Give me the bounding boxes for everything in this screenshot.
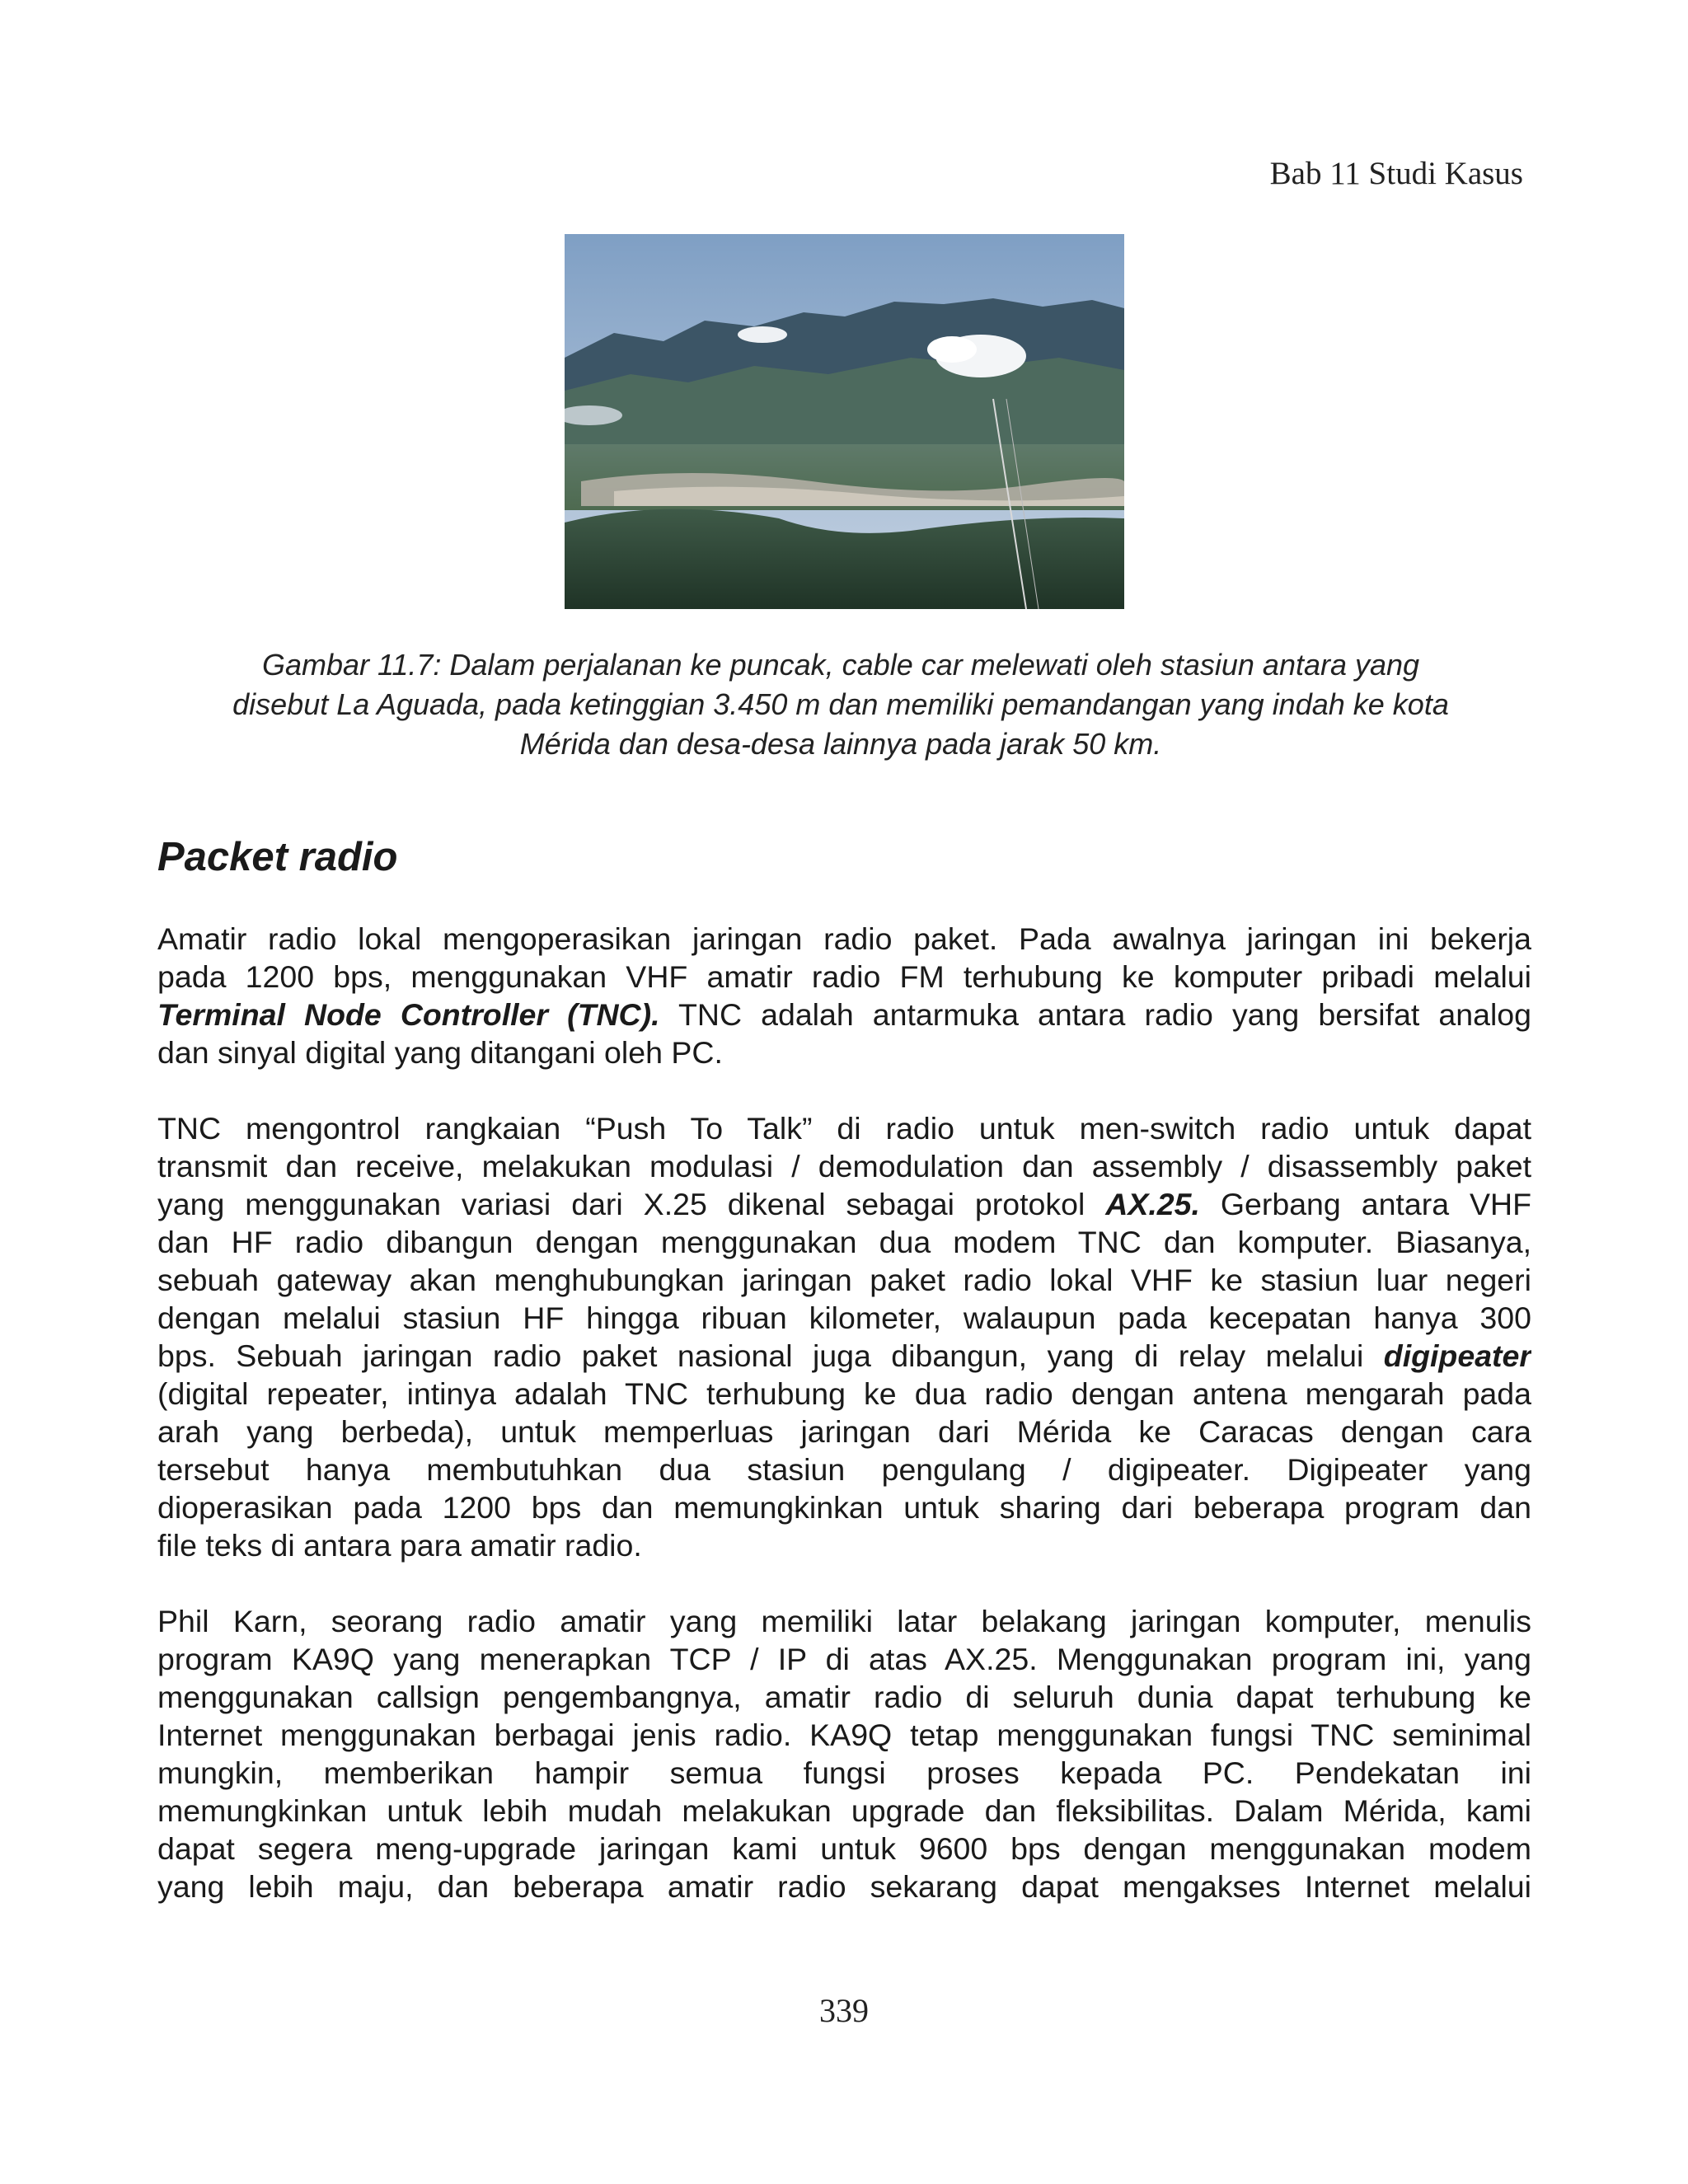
text-run: file teks di antara para amatir radio. bbox=[157, 1528, 642, 1563]
text-line bbox=[157, 1716, 1531, 1754]
text-line bbox=[157, 1413, 1531, 1451]
text-run: Phil Karn, seorang radio amatir yang memiliki latar belakang jaringan komputer, menulis bbox=[157, 1604, 1531, 1638]
text-line bbox=[157, 1109, 1531, 1147]
text-run: yang lebih maju, dan beberapa amatir radio sekarang dapat mengakses Internet melalui bbox=[157, 1869, 1531, 1904]
text-line bbox=[157, 958, 1531, 996]
emphasized-term: AX.25. bbox=[1105, 1187, 1200, 1221]
paragraph-3 bbox=[157, 1602, 1531, 1905]
text-line bbox=[157, 1526, 1531, 1564]
text-line bbox=[157, 1185, 1531, 1223]
text-run: (digital repeater, intinya adalah TNC terhubung ke dua radio dengan antena mengarah pada bbox=[157, 1376, 1531, 1411]
text-run: tersebut hanya membutuhkan dua stasiun pengulang / digipeater. Digipeater yang bbox=[157, 1452, 1531, 1487]
text-line bbox=[157, 1033, 1531, 1071]
text-run: yang menggunakan variasi dari X.25 dikenal sebagai protokol bbox=[157, 1187, 1106, 1221]
text-run: pada 1200 bps, menggunakan VHF amatir radio FM terhubung ke komputer pribadi melalui bbox=[157, 959, 1531, 994]
text-line bbox=[157, 1754, 1531, 1792]
text-run: dioperasikan pada 1200 bps dan memungkinkan untuk sharing dari beberapa program dan bbox=[157, 1490, 1531, 1525]
text-run: TNC mengontrol rangkaian “Push To Talk” di radio untuk men-switch radio untuk dapat bbox=[157, 1111, 1531, 1146]
text-line bbox=[157, 1337, 1531, 1375]
figure-photo-merida-valley bbox=[565, 234, 1124, 609]
text-line bbox=[157, 1223, 1531, 1261]
text-run: memungkinkan untuk lebih mudah melakukan upgrade dan fleksibilitas. Dalam Mérida, kami bbox=[157, 1793, 1531, 1828]
text-run: bps. Sebuah jaringan radio paket nasional juga dibangun, yang di relay melalui bbox=[157, 1338, 1384, 1373]
text-line bbox=[157, 1261, 1531, 1299]
text-line bbox=[157, 1375, 1531, 1413]
caption-line: Gambar 11.7: Dalam perjalanan ke puncak, cable car melewati oleh stasiun antara yang bbox=[261, 648, 1420, 682]
text-line bbox=[157, 1299, 1531, 1337]
text-run: Amatir radio lokal mengoperasikan jaringan radio paket. Pada awalnya jaringan ini bekerja bbox=[157, 921, 1531, 956]
text-run: arah yang berbeda), untuk memperluas jaringan dari Mérida ke Caracas dengan cara bbox=[157, 1414, 1531, 1449]
text-run: Gerbang antara VHF bbox=[1199, 1187, 1531, 1221]
text-line bbox=[157, 996, 1531, 1033]
text-run: mungkin, memberikan hampir semua fungsi proses kepada PC. Pendekatan ini bbox=[157, 1755, 1531, 1790]
text-line bbox=[157, 1147, 1531, 1185]
emphasized-term: digipeater bbox=[1383, 1338, 1531, 1373]
emphasized-term: Terminal Node Controller (TNC). bbox=[157, 997, 660, 1032]
text-line bbox=[157, 1792, 1531, 1830]
text-run: dengan melalui stasiun HF hingga ribuan kilometer, walaupun pada kecepatan hanya 300 bbox=[157, 1301, 1531, 1335]
caption-line: disebut La Aguada, pada ketinggian 3.450 m dan memiliki pemandangan yang indah ke kota bbox=[232, 687, 1449, 721]
text-run: dan HF radio dibangun dengan menggunakan dua modem TNC dan komputer. Biasanya, bbox=[157, 1225, 1531, 1259]
text-run: TNC adalah antarmuka antara radio yang bersifat analog bbox=[659, 997, 1531, 1032]
paragraph-1 bbox=[157, 920, 1531, 1071]
text-run: menggunakan callsign pengembangnya, amatir radio di seluruh dunia dapat terhubung ke bbox=[157, 1680, 1531, 1714]
text-run: transmit dan receive, melakukan modulasi / demodulation dan assembly / disassembly paket bbox=[157, 1149, 1531, 1183]
text-run: program KA9Q yang menerapkan TCP / IP di atas AX.25. Menggunakan program ini, yang bbox=[157, 1642, 1531, 1676]
text-line bbox=[157, 1602, 1531, 1640]
text-line bbox=[157, 1640, 1531, 1678]
text-line bbox=[157, 1678, 1531, 1716]
section-heading: Packet radio bbox=[157, 835, 398, 879]
page-number: 339 bbox=[819, 1992, 869, 2029]
text-run: Internet menggunakan berbagai jenis radio. KA9Q tetap menggunakan fungsi TNC seminimal bbox=[157, 1718, 1531, 1752]
text-run: sebuah gateway akan menghubungkan jaringan paket radio lokal VHF ke stasiun luar negeri bbox=[157, 1263, 1531, 1297]
figure-caption bbox=[140, 645, 1541, 764]
text-line bbox=[157, 1488, 1531, 1526]
running-header: Bab 11 Studi Kasus bbox=[1269, 156, 1523, 191]
mountain-landscape-image bbox=[565, 234, 1124, 609]
text-line bbox=[157, 1830, 1531, 1868]
text-line bbox=[157, 1868, 1531, 1905]
text-run: dan sinyal digital yang ditangani oleh PC. bbox=[157, 1035, 723, 1070]
text-run: dapat segera meng-upgrade jaringan kami untuk 9600 bps dengan menggunakan modem bbox=[157, 1831, 1531, 1866]
text-line bbox=[157, 920, 1531, 958]
caption-line: Mérida dan desa-desa lainnya pada jarak 50 km. bbox=[519, 727, 1162, 761]
text-line bbox=[157, 1451, 1531, 1488]
paragraph-2 bbox=[157, 1109, 1531, 1564]
